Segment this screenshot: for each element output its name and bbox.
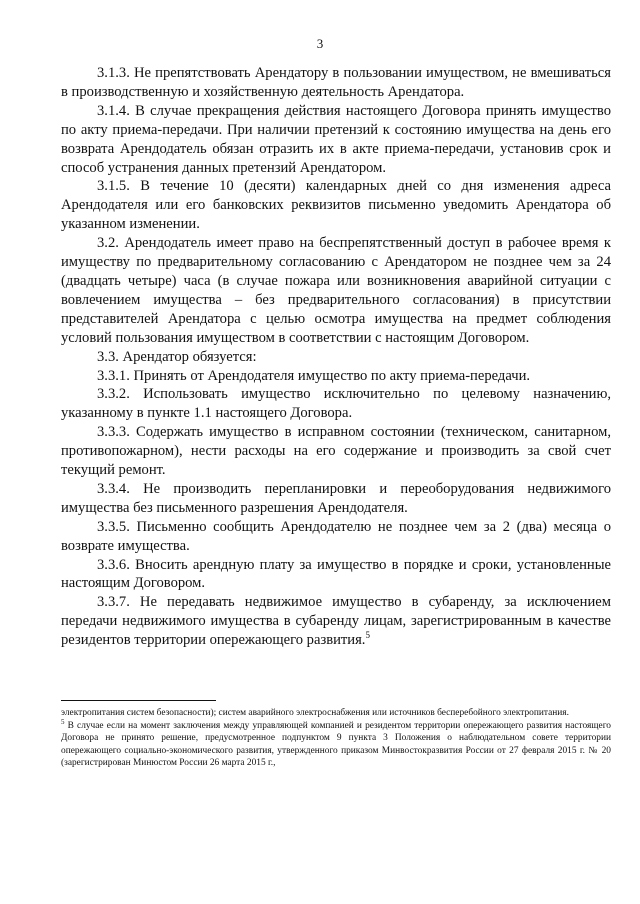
clause-3-3-2: 3.3.2. Использовать имущество исключительно по целевому назначению, указанному в пункте 1.1 настоящего Договора. [61, 386, 611, 422]
clause-3-3-4: 3.3.4. Не производить перепланировки и переоборудования недвижимого имущества без письменного разрешения Арендодателя. [61, 480, 611, 516]
page-number: 3 [316, 36, 324, 51]
clause-3-2: 3.2. Арендодатель имеет право на беспрепятственный доступ в рабочее время к имуществу по предварительному согласованию с Арендатором не позднее чем за 24 (двадцать четыре) часа (в случае пожара или возникновения аварийной ситуации с вовлечением имущества – без предварительного согласования) в присутствии представителей Арендатора с целью осмотра имущества на предмет соблюдения условий пользования имуществом в соответствии с настоящим Договором. [61, 235, 611, 346]
footnote-5 [61, 717, 611, 770]
footnote-reference[interactable]: 5 [365, 630, 370, 641]
clause-3-3-6: 3.3.6. Вносить арендную плату за имущество в порядке и сроки, установленные настоящим Договором. [61, 556, 611, 592]
clause-3-1-5: 3.1.5. В течение 10 (десяти) календарных дней со дня изменения адреса Арендодателя или его банковских реквизитов письменно уведомить Арендатора об указанном изменении. [61, 178, 611, 233]
clause-3-3-7-text: 3.3.7. Не передавать недвижимое имущество в субаренду, за исключением передачи недвижимого имущества в субаренду лицам, зарегистрированным в качестве резидентов территории опережающего развития. [61, 594, 611, 649]
clause-3-3: 3.3. Арендатор обязуется: [97, 348, 257, 365]
clause-3-3-7 [61, 593, 611, 650]
footnote-5-marker: 5 [61, 717, 65, 726]
footnote-5-text: В случае если на момент заключения между управляющей компанией и резидентом территории опережающего развития настоящего Договора не принято решение, предусмотренное подпунктом 9 пункта 3 Положения о наблюдательном совете территории опережающего социально-экономического развития, утвержденного приказом Минвостокразвития России от 27 февраля 2015 г. № 20 (зарегистрирован Минюстом России 26 марта 2015 г., [61, 720, 611, 769]
clause-3-3-5: 3.3.5. Письменно сообщить Арендодателю не позднее чем за 2 (два) месяца о возврате имущества. [61, 518, 611, 554]
footnote-divider [61, 700, 216, 701]
footnotes [61, 707, 611, 770]
clause-3-3-3: 3.3.3. Содержать имущество в исправном состоянии (техническом, санитарном, противопожарном), нести расходы на его содержание и производить за свой счет текущий ремонт. [61, 424, 611, 479]
clause-3-1-4: 3.1.4. В случае прекращения действия настоящего Договора принять имущество по акту приема-передачи. При наличии претензий к состоянию имущества на день его возврата Арендодатель обязан отразить их в акте приема-передачи, установив срок и способ устранения данных претензий Арендатором. [61, 102, 611, 176]
footnote-continuation: электропитания систем безопасности); систем аварийного электроснабжения или источников бесперебойного электропитания. [61, 708, 569, 718]
document-body [61, 64, 611, 650]
clause-3-1-3: 3.1.3. Не препятствовать Арендатору в пользовании имуществом, не вмешиваться в производственную и хозяйственную деятельность Арендатора. [61, 65, 611, 100]
clause-3-3-1: 3.3.1. Принять от Арендодателя имущество по акту приема-передачи. [97, 367, 531, 384]
